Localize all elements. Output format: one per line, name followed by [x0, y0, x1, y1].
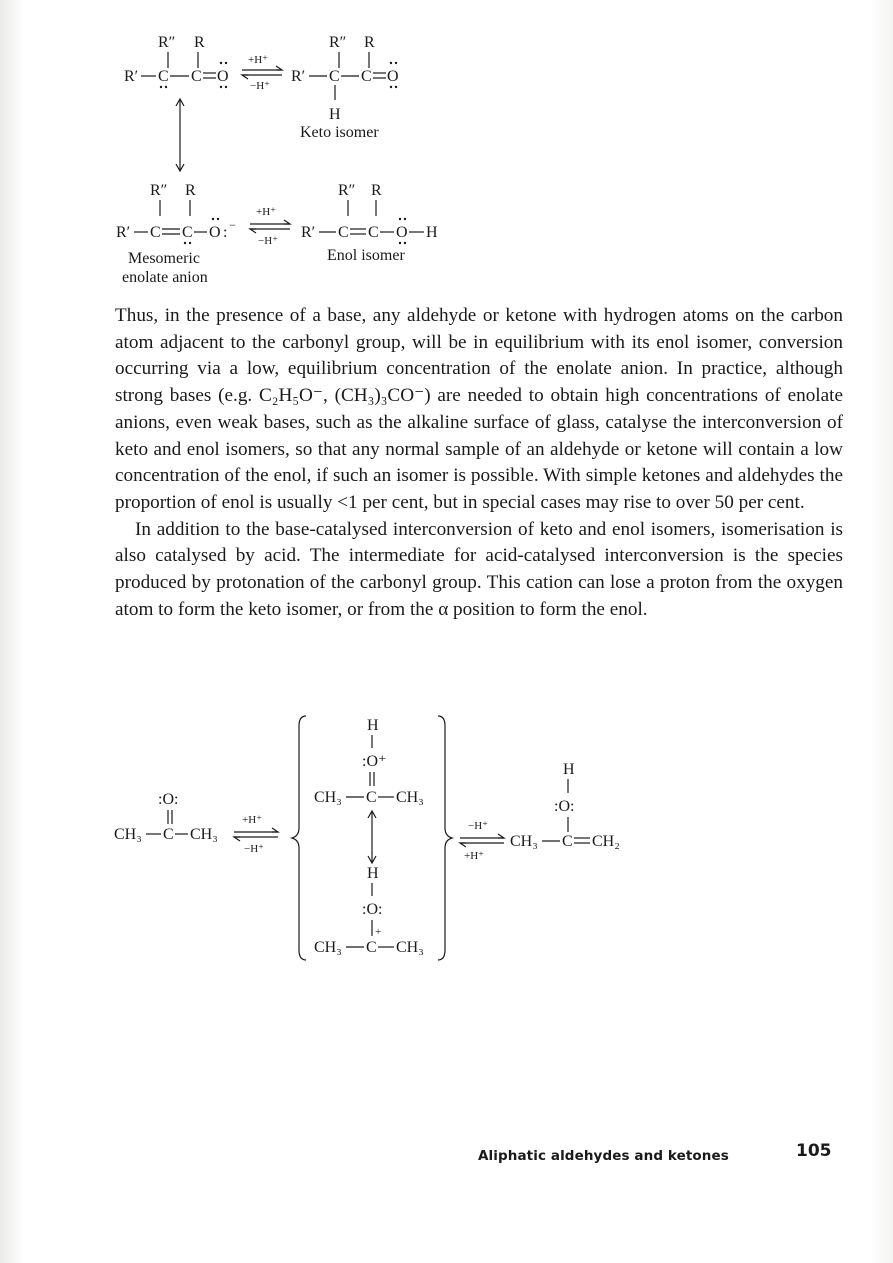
keto-isomer-label: Keto isomer: [300, 124, 379, 141]
svg-text:O: O: [217, 68, 229, 85]
enolate-carbanion-structure: [110, 28, 250, 98]
protonated-carbonyl-carbocation: [310, 858, 440, 958]
svg-text:R″: R″: [158, 34, 176, 51]
svg-text:CH₃: CH₃: [396, 789, 424, 806]
enol-isomer-structure: [298, 176, 458, 246]
svg-text:C: C: [182, 224, 193, 241]
enolate-label-line1: Mesomeric: [128, 250, 200, 267]
page-number: 105: [796, 1141, 832, 1161]
svg-text:CH₂: CH₂: [592, 833, 620, 850]
svg-text:CH₃: CH₃: [510, 833, 538, 850]
svg-text:H: H: [367, 865, 379, 882]
svg-text:+H⁺: +H⁺: [242, 814, 262, 826]
acetone-keto-structure: [110, 784, 230, 854]
svg-text::O:: :O:: [362, 901, 383, 918]
paragraph-acid-catalysis: In addition to the base-catalysed interconversion of keto and enol isomers, isomerisation is also catalysed by acid. The intermediate for acid-catalysed interconversion is the species produced by protonation of the carbonyl group. This cation can lose a proton from the oxygen atom to form the keto isomer, or from the α position to form the enol.: [115, 518, 843, 620]
svg-text::O:: :O:: [554, 798, 575, 815]
svg-text:R′: R′: [124, 68, 139, 85]
svg-text:CH₃: CH₃: [314, 939, 342, 956]
svg-text:C: C: [368, 224, 379, 241]
svg-text:R″: R″: [150, 182, 168, 199]
svg-text:−H⁺: −H⁺: [258, 235, 278, 247]
svg-text::O⁺: :O⁺: [362, 753, 387, 770]
svg-text:−H⁺: −H⁺: [244, 843, 264, 855]
svg-text:CH₃: CH₃: [190, 826, 218, 843]
svg-text:C: C: [191, 68, 202, 85]
svg-text:R: R: [371, 182, 382, 199]
svg-text:CH₃: CH₃: [114, 826, 142, 843]
svg-text:O: O: [209, 224, 221, 241]
paragraph-base-catalysis: Thus, in the presence of a base, any aldehyde or ketone with hydrogen atoms on the carbon atom adjacent to the carbonyl group, will be in equilibrium with its enol isomer, conversion occurring via a low, equilibrium concentration of the enolate anion. In practice, although strong bases (e.g. C₂H₅O⁻, (CH₃)₃CO⁻) are needed to obtain high concentrations of enolate anions, even weak bases, such as the alkaline surface of glass, catalyse the interconversion of keto and enol isomers, so that any normal sample of an aldehyde or ketone will contain a low concentration of the enol, if such an isomer is possible. With simple ketones and aldehydes the proportion of enol is usually <1 per cent, but in special cases may rise to over 50 per cent.: [115, 305, 843, 513]
svg-text:C: C: [338, 224, 349, 241]
protonated-carbonyl-oxonium: [310, 712, 440, 812]
equilibrium-arrows-acid-left: [230, 812, 284, 856]
svg-text:C: C: [562, 833, 573, 850]
equilibrium-arrows-acid-right: [456, 818, 510, 864]
enolate-label-line2: enolate anion: [122, 269, 208, 286]
svg-text:C: C: [158, 68, 169, 85]
svg-text:−: −: [229, 218, 236, 232]
running-footer-title: Aliphatic aldehydes and ketones: [478, 1148, 729, 1164]
enolate-oxyanion-structure: [110, 176, 250, 246]
svg-text:H: H: [563, 761, 575, 778]
resonance-arrow: [172, 96, 188, 176]
svg-text:C: C: [361, 68, 372, 85]
svg-text:H: H: [426, 224, 438, 241]
body-text: [115, 303, 843, 623]
svg-text:−H⁺: −H⁺: [250, 80, 270, 92]
svg-text:R′: R′: [301, 224, 316, 241]
svg-text:C: C: [366, 789, 377, 806]
enol-isomer-label: Enol isomer: [327, 247, 405, 264]
svg-text::: :: [223, 224, 228, 241]
svg-text:+H⁺: +H⁺: [464, 850, 484, 862]
svg-text:R: R: [194, 34, 205, 51]
svg-text:R: R: [364, 34, 375, 51]
svg-text:+: +: [375, 926, 382, 938]
svg-text:CH₃: CH₃: [396, 939, 424, 956]
svg-text:O: O: [396, 224, 408, 241]
svg-text:C: C: [150, 224, 161, 241]
svg-text:R′: R′: [291, 68, 306, 85]
svg-text:H: H: [367, 717, 379, 734]
svg-text:R″: R″: [329, 34, 347, 51]
svg-text:+H⁺: +H⁺: [248, 54, 268, 66]
svg-text:O: O: [387, 68, 399, 85]
svg-text::O:: :O:: [158, 791, 179, 808]
svg-text:+H⁺: +H⁺: [256, 206, 276, 218]
acetone-enol-structure: [506, 756, 646, 856]
svg-text:R″: R″: [338, 182, 356, 199]
keto-isomer-structure: [285, 28, 415, 128]
equilibrium-arrows-top: [238, 52, 288, 92]
svg-text:C: C: [366, 939, 377, 956]
equilibrium-arrows-bottom: [246, 204, 296, 248]
svg-text:C: C: [329, 68, 340, 85]
svg-text:H: H: [329, 106, 341, 123]
svg-text:C: C: [163, 826, 174, 843]
svg-text:R: R: [185, 182, 196, 199]
svg-text:CH₃: CH₃: [314, 789, 342, 806]
svg-text:R′: R′: [116, 224, 131, 241]
svg-text:−H⁺: −H⁺: [468, 820, 488, 832]
